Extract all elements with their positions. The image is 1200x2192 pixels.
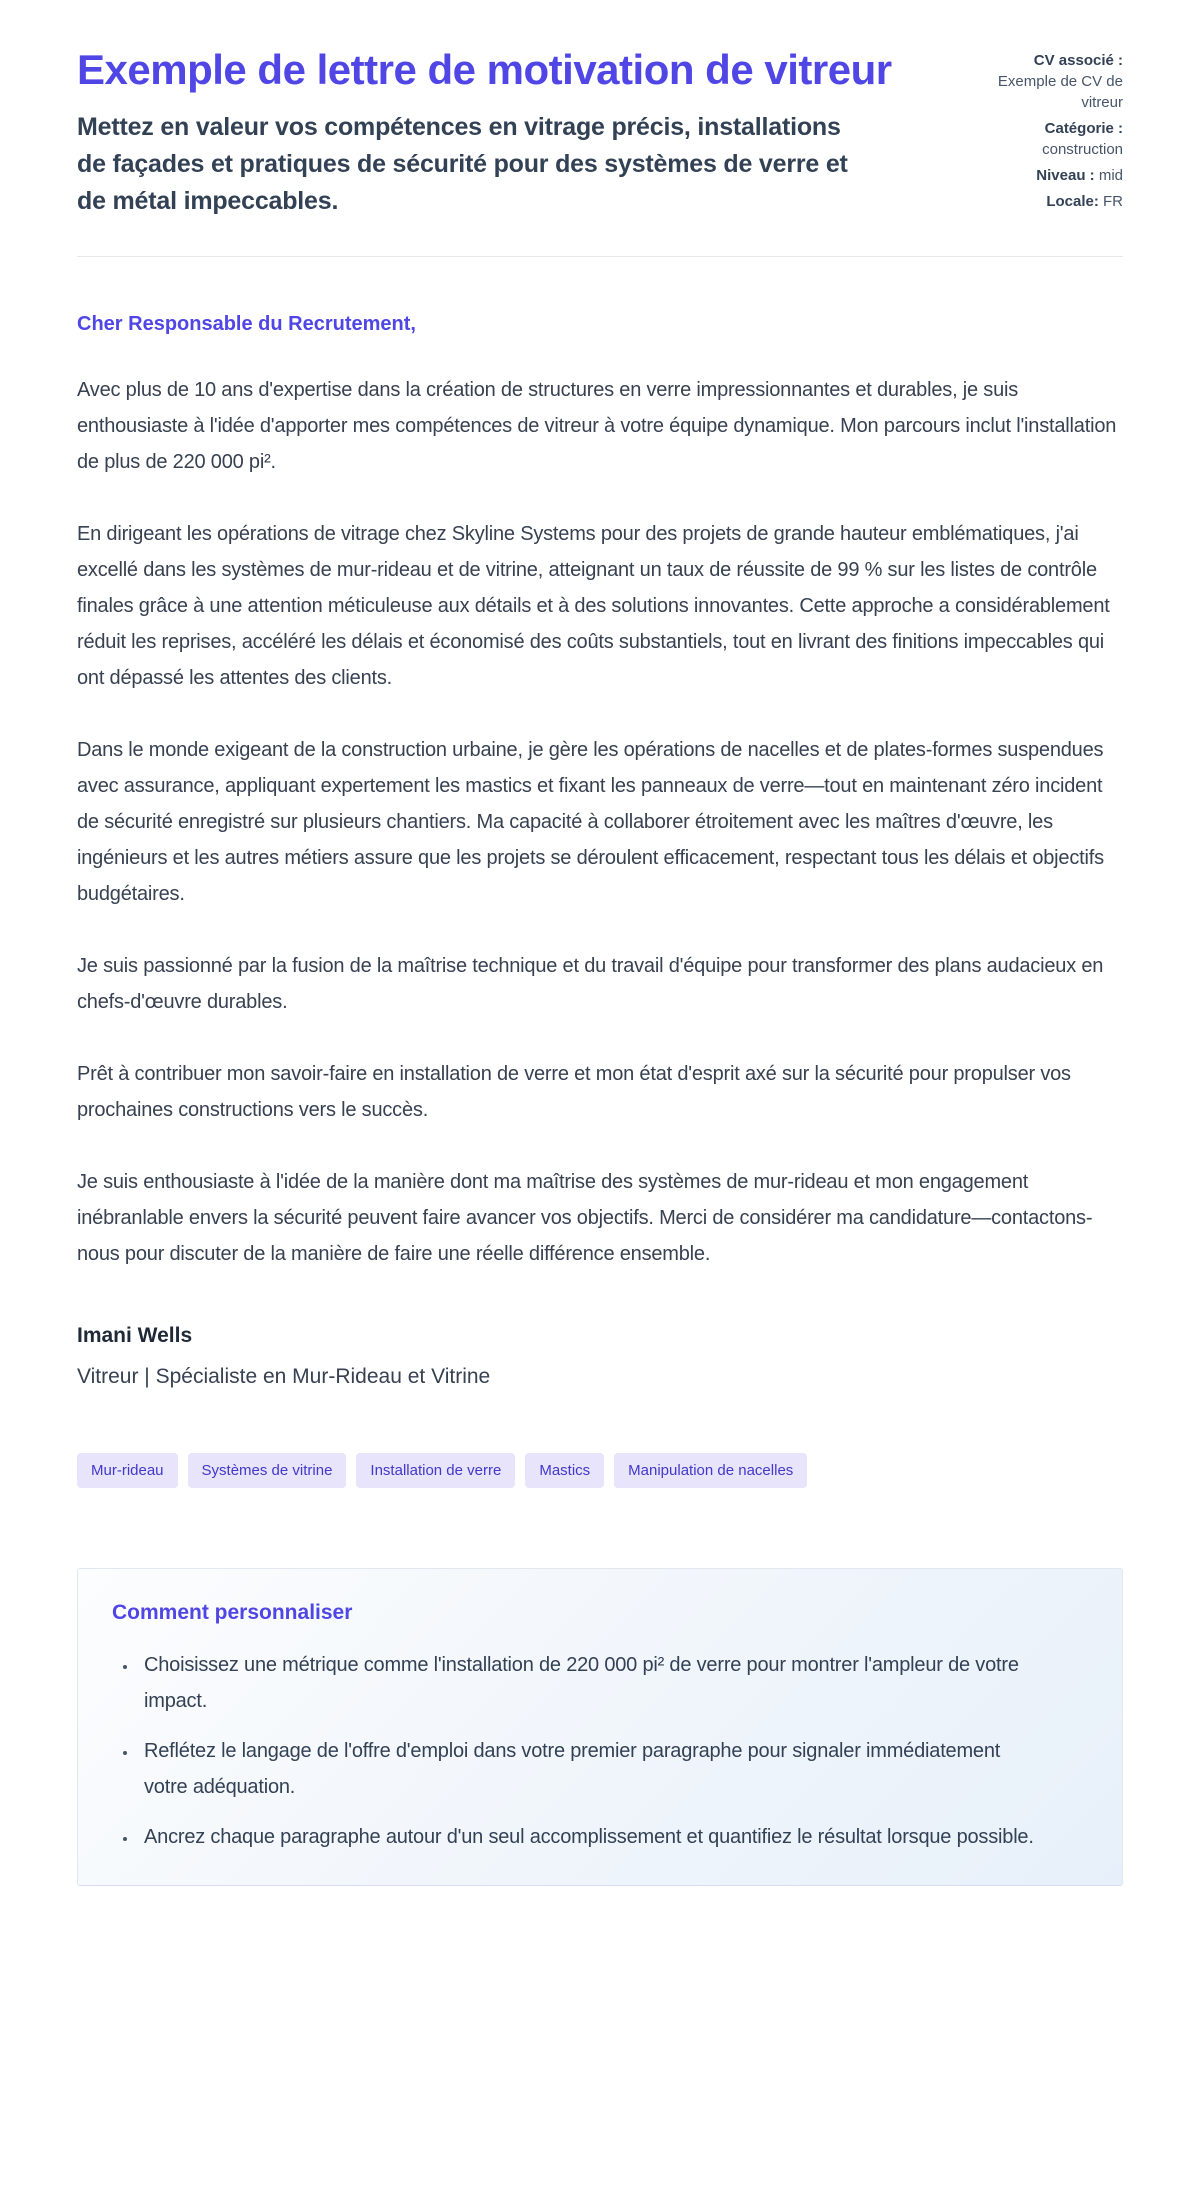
personalize-bullet-list <box>112 1647 1088 1855</box>
meta-associated-cv <box>973 50 1123 113</box>
page-title: Exemple de lettre de motivation de vitreur <box>77 46 892 93</box>
letter-paragraph: Dans le monde exigeant de la construction urbaine, je gère les opérations de nacelles et de plates-formes suspendues avec assurance, appliquant expertement les mastics et fixant les panneaux de verre—tout en maintenant zéro incident de sécurité enregistré sur plusieurs chantiers. Ma capacité à collaborer étroitement avec les maîtres d'œuvre, les ingénieurs et les autres métiers assure que les projets se déroulent efficacement, respectant tous les délais et objectifs budgétaires. <box>77 738 1104 905</box>
meta-level-value: mid <box>1098 167 1123 184</box>
page-subtitle: Mettez en valeur vos compétences en vitrage précis, installations de façades et pratiques de sécurité pour des systèmes de verre et de métal impeccables. <box>77 112 848 215</box>
meta-associated-cv-link[interactable]: Exemple de CV de vitreur <box>997 73 1123 111</box>
personalize-bullet: • Choisissez une métrique comme l'installation de 220 000 pi² de verre pour montrer l'ampleur de votre impact. <box>138 1647 1038 1719</box>
meta-associated-cv-label: CV associé : <box>1033 52 1123 69</box>
skill-tag-list <box>77 1453 1123 1488</box>
letter-paragraph: Je suis enthousiaste à l'idée de la manière dont ma maîtrise des systèmes de mur-rideau et mon engagement inébranlable envers la sécurité peuvent faire avancer vos objectifs. Merci de considérer ma candidature—contactons-nous pour discuter de la manière de faire une réelle différence ensemble. <box>77 1170 1093 1265</box>
skill-tag[interactable]: Systèmes de vitrine <box>188 1453 347 1488</box>
letter-greeting: Cher Responsable du Recrutement, <box>77 312 416 335</box>
signature-name: Imani Wells <box>77 1323 193 1347</box>
meta-category <box>973 118 1123 160</box>
signature-title: Vitreur | Spécialiste en Mur-Rideau et Vitrine <box>77 1364 491 1388</box>
personalize-heading: Comment personnaliser <box>112 1600 353 1624</box>
letter-paragraph: En dirigeant les opérations de vitrage chez Skyline Systems pour des projets de grande hauteur emblématiques, j'ai excellé dans les systèmes de mur-rideau et de vitrine, atteignant un taux de réussite de 99 % sur les listes de contrôle finales grâce à une attention méticuleuse aux détails et à des solutions innovantes. Cette approche a considérablement réduit les reprises, accéléré les délais et économisé des coûts substantiels, tout en livrant des finitions impeccables qui ont dépassé les attentes des clients. <box>77 522 1110 689</box>
skill-tag[interactable]: Mastics <box>525 1453 604 1488</box>
meta-panel <box>973 44 1123 217</box>
meta-level <box>973 165 1123 186</box>
page-container <box>77 0 1123 1946</box>
personalize-bullet: • Reflétez le langage de l'offre d'emploi dans votre premier paragraphe pour signaler immédiatement votre adéquation. <box>138 1733 1038 1805</box>
meta-category-value: construction <box>1042 141 1123 158</box>
header-title-block <box>77 44 973 220</box>
personalize-bullet: • Ancrez chaque paragraphe autour d'un seul accomplissement et quantifiez le résultat lorsque possible. <box>138 1819 1038 1855</box>
skill-tag[interactable]: Manipulation de nacelles <box>614 1453 807 1488</box>
meta-locale <box>973 191 1123 212</box>
letter-paragraph: Je suis passionné par la fusion de la maîtrise technique et du travail d'équipe pour transformer des plans audacieux en chefs-d'œuvre durables. <box>77 954 1104 1013</box>
page-header <box>77 44 1123 220</box>
skill-tag[interactable]: Mur-rideau <box>77 1453 178 1488</box>
meta-locale-label: Locale: <box>1046 193 1099 210</box>
letter-paragraphs <box>77 372 1123 1272</box>
personalize-box <box>77 1568 1123 1886</box>
skill-tag[interactable]: Installation de verre <box>356 1453 515 1488</box>
meta-category-label: Catégorie : <box>1044 120 1123 137</box>
letter-paragraph: Avec plus de 10 ans d'expertise dans la création de structures en verre impressionnantes et durables, je suis enthousiaste à l'idée d'apporter mes compétences de vitreur à votre équipe dynamique. Mon parcours inclut l'installation de plus de 220 000 pi². <box>77 378 1117 473</box>
cover-letter <box>77 313 1123 1389</box>
letter-paragraph: Prêt à contribuer mon savoir-faire en installation de verre et mon état d'esprit axé sur la sécurité pour propulser vos prochaines constructions vers le succès. <box>77 1062 1071 1121</box>
meta-level-label: Niveau : <box>1036 167 1095 184</box>
header-divider <box>77 256 1123 257</box>
meta-locale-value: FR <box>1103 193 1123 210</box>
